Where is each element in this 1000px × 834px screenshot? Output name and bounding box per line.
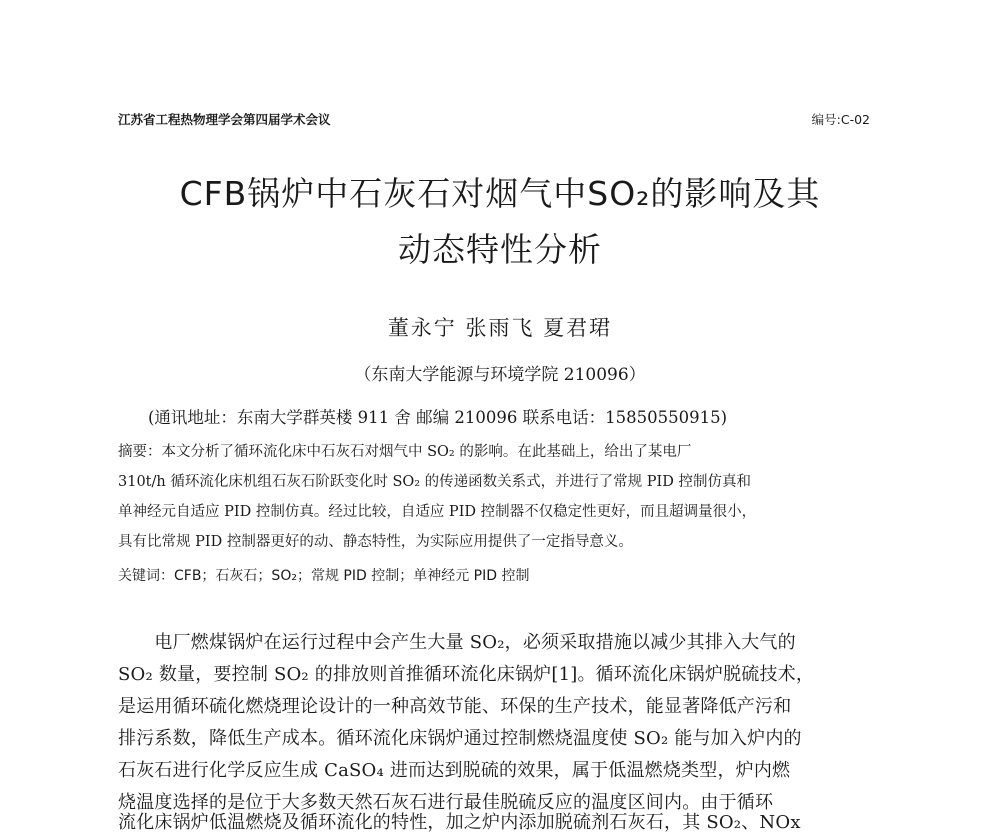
paper-title-line-2: 动态特性分析 xyxy=(398,230,602,269)
body-line-1: 电厂燃煤锅炉在运行过程中会产生大量 SO₂，必须采取措施以减少其排入大气的 xyxy=(118,632,796,653)
body-line-6: 烧温度选择的是位于大多数天然石灰石进行最佳脱硫反应的温度区间内。由于循环 xyxy=(118,792,774,813)
abstract-line-3: 单神经元自适应 PID 控制仿真。经过比较，自适应 PID 控制器不仅稳定性更好，而且超调量很小， xyxy=(118,504,757,520)
abstract-line-1: 摘要：本文分析了循环流化床中石灰石对烟气中 SO₂ 的影响。在此基础上，给出了某电厂 xyxy=(118,444,692,460)
abstract-line-2: 310t/h 循环流化床机组石灰石阶跃变化时 SO₂ 的传递函数关系式，并进行了常规 PID 控制仿真和 xyxy=(118,474,752,490)
contact-address: (通讯地址：东南大学群英楼 911 舍 邮编 210096 联系电话：15850550915) xyxy=(148,408,728,427)
body-line-4: 排污系数，降低生产成本。循环流化床锅炉通过控制燃烧温度使 SO₂ 能与加入炉内的 xyxy=(118,728,802,749)
keywords: 关键词：CFB；石灰石；SO₂；常规 PID 控制；单神经元 PID 控制 xyxy=(118,568,530,584)
conference-name: 江苏省工程热物理学会第四届学术会议 xyxy=(118,112,331,127)
body-line-7: 流化床锅炉低温燃烧及循环流化的特性，加之炉内添加脱硫剂石灰石，其 SO₂、NOx xyxy=(118,812,801,833)
body-line-2: SO₂ 数量，要控制 SO₂ 的排放则首推循环流化床锅炉[1]。循环流化床锅炉脱硫技术， xyxy=(118,664,815,685)
authors: 董永宁 张雨飞 夏君珺 xyxy=(387,316,613,340)
body-line-5: 石灰石进行化学反应生成 CaSO₄ 进而达到脱硫的效果，属于低温燃烧类型，炉内燃 xyxy=(118,760,791,781)
paper-title-line-1: CFB锅炉中石灰石对烟气中SO₂的影响及其 xyxy=(179,174,821,213)
affiliation: （东南大学能源与环境学院 210096） xyxy=(354,365,646,385)
abstract-line-4: 具有比常规 PID 控制器更好的动、静态特性，为实际应用提供了一定指导意义。 xyxy=(118,534,633,550)
body-line-3: 是运用循环硫化燃烧理论设计的一种高效节能、环保的生产技术，能显著降低产污和 xyxy=(118,696,792,717)
paper-number: 编号:C-02 xyxy=(811,112,870,127)
